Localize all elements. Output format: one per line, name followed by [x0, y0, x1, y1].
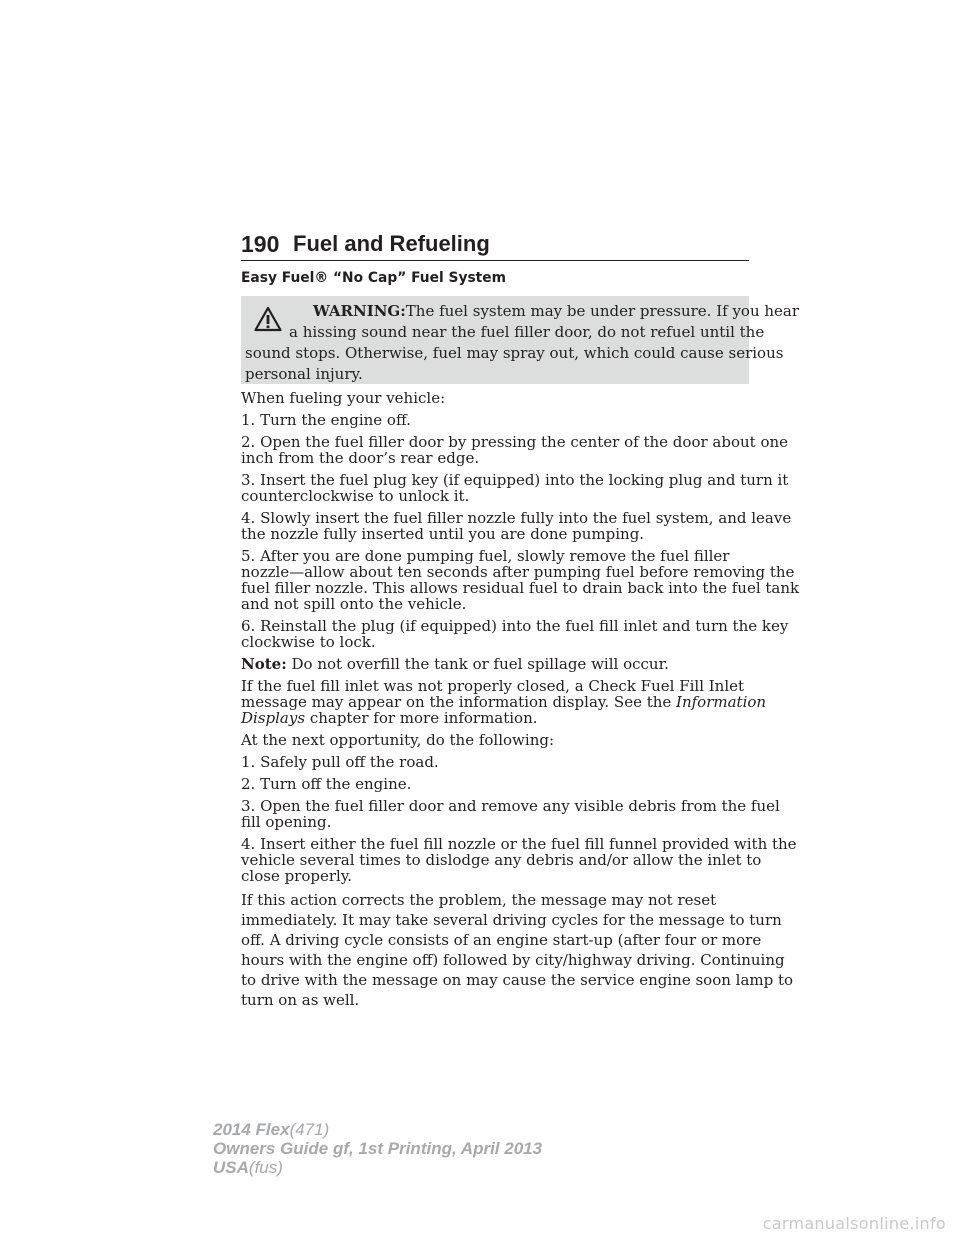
body-line: At the next opportunity, do the following:	[241, 731, 555, 749]
body-line: hours with the engine off) followed by city/highway driving. Continuing	[241, 951, 785, 969]
footer-line	[213, 1120, 542, 1139]
body-line: 4. Slowly insert the fuel filler nozzle fully into the fuel system, and leave	[241, 509, 792, 527]
body-line: 4. Insert either the fuel fill nozzle or the fuel fill funnel provided with the	[241, 835, 797, 853]
chapter-title: Fuel and Refueling	[293, 231, 490, 256]
footer-model: 2014 Flex	[213, 1120, 290, 1139]
warning-line: a hissing sound near the fuel filler door, do not refuel until the	[289, 323, 765, 341]
body-line: fill opening.	[241, 813, 332, 831]
body-line: 1. Safely pull off the road.	[241, 753, 439, 771]
note-label: Note:	[241, 655, 287, 673]
body-line: off. A driving cycle consists of an engine start-up (after four or more	[241, 931, 762, 949]
watermark: carmanualsonline.info	[762, 1214, 946, 1233]
body-line: and not spill onto the vehicle.	[241, 595, 467, 613]
footer-model-code: (471)	[289, 1120, 330, 1139]
body-line: clockwise to lock.	[241, 633, 376, 651]
body-line: If this action corrects the problem, the message may not reset	[241, 891, 717, 909]
body-line: vehicle several times to dislodge any debris and/or allow the inlet to	[241, 851, 762, 869]
page-number: 190	[241, 231, 280, 257]
body-line: the nozzle fully inserted until you are done pumping.	[241, 525, 645, 543]
section-title: Easy Fuel® “No Cap” Fuel System	[241, 270, 506, 286]
body-line: turn on as well.	[241, 991, 360, 1009]
body-line: 3. Open the fuel filler door and remove any visible debris from the fuel	[241, 797, 780, 815]
body-line: message may appear on the information display. See the Information	[241, 693, 767, 711]
note-line	[241, 656, 669, 672]
print-footer	[213, 1120, 542, 1177]
body-line: 3. Insert the fuel plug key (if equipped) into the locking plug and turn it	[241, 471, 789, 489]
body-line: to drive with the message on may cause the service engine soon lamp to	[241, 971, 794, 989]
body-line: 2. Turn off the engine.	[241, 775, 412, 793]
body-line: fuel filler nozzle. This allows residual fuel to drain back into the fuel tank	[241, 579, 800, 597]
footer-line	[213, 1158, 542, 1177]
body-line: counterclockwise to unlock it.	[241, 487, 470, 505]
warning-triangle-icon	[254, 306, 282, 332]
note-text: Do not overfill the tank or fuel spillage will occur.	[291, 655, 669, 673]
body-line: Displays chapter for more information.	[241, 709, 538, 727]
body-line: immediately. It may take several driving cycles for the message to turn	[241, 911, 782, 929]
warning-text: The fuel system may be under pressure. If you hear	[405, 302, 800, 320]
footer-region: USA	[213, 1158, 249, 1177]
body-line: 2. Open the fuel filler door by pressing the center of the door about one	[241, 433, 789, 451]
footer-guide: Owners Guide gf, 1st Printing, April 2013	[213, 1139, 543, 1158]
page-header	[241, 230, 749, 261]
chapter-reference: Displays	[241, 709, 306, 727]
warning-label: WARNING:	[313, 302, 406, 320]
chapter-reference: Information	[676, 693, 767, 711]
body-line: When fueling your vehicle:	[241, 389, 446, 407]
body-line: close properly.	[241, 867, 353, 885]
body-line: 1. Turn the engine off.	[241, 411, 411, 429]
warning-line: personal injury.	[245, 365, 363, 383]
body-line: 6. Reinstall the plug (if equipped) into the fuel fill inlet and turn the key	[241, 617, 789, 635]
warning-line	[313, 301, 799, 321]
body-line: 5. After you are done pumping fuel, slowly remove the fuel filler	[241, 547, 730, 565]
body-line: nozzle—allow about ten seconds after pumping fuel before removing the	[241, 563, 795, 581]
body-line: If the fuel fill inlet was not properly closed, a Check Fuel Fill Inlet	[241, 677, 745, 695]
warning-line: sound stops. Otherwise, fuel may spray out, which could cause serious	[245, 344, 784, 362]
footer-region-code: (fus)	[248, 1158, 283, 1177]
warning-box	[241, 296, 800, 384]
body-line: inch from the door’s rear edge.	[241, 449, 480, 467]
